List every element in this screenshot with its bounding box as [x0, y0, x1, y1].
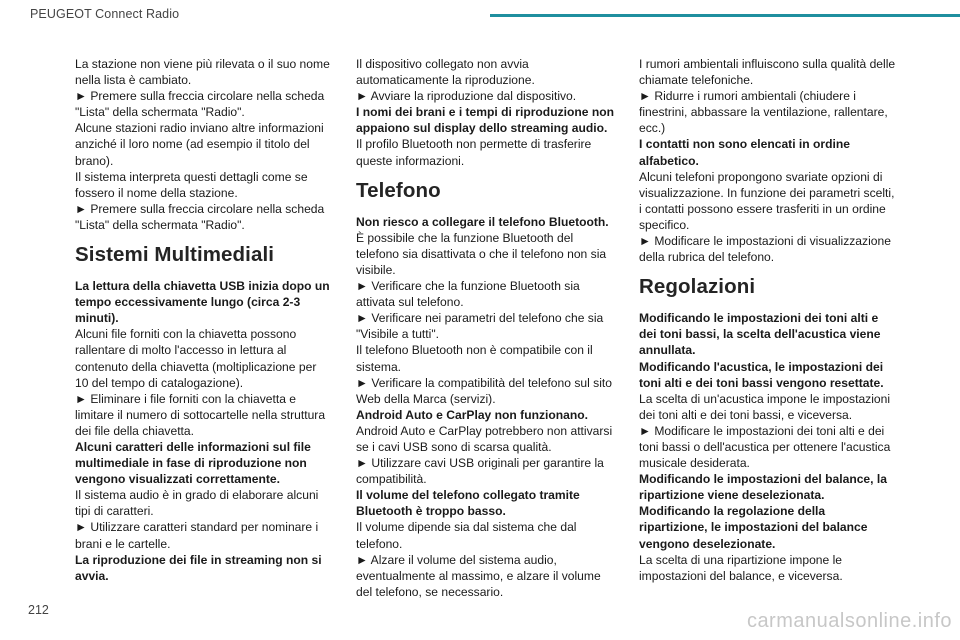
body-paragraph: ► Verificare la compatibilità del telefono sul sito Web della Marca (servizi).: [356, 375, 612, 406]
issue-statement: I nomi dei brani e i tempi di riproduzione non appaiono sul display dello streaming audio.: [356, 105, 615, 136]
running-head: PEUGEOT Connect Radio: [30, 7, 180, 21]
body-paragraph: I rumori ambientali influiscono sulla qualità delle chiamate telefoniche.: [639, 57, 896, 88]
issue-statement: Modificando la regolazione della ripartizione, le impostazioni del balance vengono deselezionate.: [639, 504, 868, 551]
body-paragraph: Il dispositivo collegato non avvia automaticamente la riproduzione.: [356, 57, 535, 88]
issue-statement: I contatti non sono elencati in ordine alfabetico.: [639, 137, 850, 168]
section-heading: Regolazioni: [639, 275, 756, 299]
issue-statement: Alcuni caratteri delle informazioni sul file multimediale in fase di riproduzione non vengono visualizzati correttamente.: [75, 439, 311, 487]
issue-statement: Il volume del telefono collegato tramite Bluetooth è troppo basso.: [356, 488, 580, 519]
body-paragraph: ► Verificare nei parametri del telefono che sia "Visibile a tutti".: [356, 311, 604, 342]
body-paragraph: Android Auto e CarPlay potrebbero non attivarsi se i cavi USB sono di scarsa qualità.: [356, 423, 613, 454]
issue-statement: La lettura della chiavetta USB inizia dopo un tempo eccessivamente lungo (circa 2-3 minuti).: [75, 279, 330, 326]
body-paragraph: Alcuni telefoni propongono svariate opzioni di visualizzazione. In funzione dei parametri scelti, i contatti possono essere trasferiti in un ordine specifico.: [639, 169, 895, 232]
body-paragraph: ► Ridurre i rumori ambientali (chiudere i finestrini, abbassare la ventilazione, rallentare, ecc.): [639, 89, 888, 136]
body-paragraph: Il sistema audio è in grado di elaborare alcuni tipi di caratteri.: [75, 488, 319, 519]
body-paragraph: ► Avviare la riproduzione dal dispositivo.: [356, 89, 577, 104]
body-paragraph: ► Utilizzare caratteri standard per nominare i brani e le cartelle.: [75, 520, 319, 551]
header-accent-rule: [490, 14, 960, 17]
body-paragraph: La scelta di un'acustica impone le impostazioni dei toni alti e dei toni bassi, e viceversa.: [639, 391, 891, 422]
issue-statement: Modificando l'acustica, le impostazioni dei toni alti e dei toni bassi vengono resettate.: [639, 359, 884, 390]
body-paragraph: ► Utilizzare cavi USB originali per garantire la compatibilità.: [356, 456, 604, 487]
body-paragraph: È possibile che la funzione Bluetooth del telefono sia disattivata o che il telefono non sia visibile.: [356, 230, 607, 277]
issue-statement: Android Auto e CarPlay non funzionano.: [356, 407, 589, 422]
body-paragraph: ► Modificare le impostazioni dei toni alti e dei toni bassi o dell'acustica per ottenere l'acustica musicale desiderata.: [639, 423, 891, 471]
body-paragraph: ► Verificare che la funzione Bluetooth sia attivata sul telefono.: [356, 279, 580, 310]
text-column-1: [75, 56, 333, 584]
issue-statement: Modificando le impostazioni del balance, la ripartizione viene deselezionata.: [639, 472, 887, 503]
body-paragraph: Alcune stazioni radio inviano altre informazioni anziché il loro nome (ad esempio il titolo del brano).: [75, 121, 324, 168]
section-heading: Telefono: [356, 178, 441, 202]
body-paragraph: ► Eliminare i file forniti con la chiavetta e limitare il numero di sottocartelle nella struttura dei file della chiavetta.: [75, 391, 326, 438]
body-paragraph: ► Premere sulla freccia circolare nella scheda "Lista" della schermata "Radio".: [75, 89, 325, 120]
body-paragraph: Il profilo Bluetooth non permette di trasferire queste informazioni.: [356, 137, 592, 168]
issue-statement: Modificando le impostazioni dei toni alti e dei toni bassi, la scelta dell'acustica viene annullata.: [639, 311, 881, 358]
body-paragraph: ► Modificare le impostazioni di visualizzazione della rubrica del telefono.: [639, 234, 891, 265]
text-column-2: [356, 56, 614, 600]
body-paragraph: Alcuni file forniti con la chiavetta possono rallentare di molto l'accesso in lettura al contenuto della chiavetta (moltiplicazione per 10 del tempo di catalogazione).: [75, 327, 317, 390]
issue-statement: Non riesco a collegare il telefono Bluetooth.: [356, 214, 609, 229]
body-paragraph: Il volume dipende sia dal sistema che dal telefono.: [356, 520, 577, 551]
body-paragraph: Il sistema interpreta questi dettagli come se fossero il nome della stazione.: [75, 169, 308, 200]
section-heading: Sistemi Multimediali: [75, 243, 275, 267]
body-paragraph: Il telefono Bluetooth non è compatibile con il sistema.: [356, 343, 593, 374]
body-paragraph: ► Premere sulla freccia circolare nella scheda "Lista" della schermata "Radio".: [75, 201, 325, 232]
text-column-3: [639, 56, 897, 584]
watermark: carmanualsonline.info: [746, 610, 952, 632]
issue-statement: La riproduzione dei file in streaming non si avvia.: [75, 552, 322, 583]
page-number: 212: [28, 603, 49, 617]
body-paragraph: ► Alzare il volume del sistema audio, eventualmente al massimo, e alzare il volume del telefono, se necessario.: [356, 552, 601, 599]
body-paragraph: La stazione non viene più rilevata o il suo nome nella lista è cambiato.: [75, 57, 330, 88]
body-paragraph: La scelta di una ripartizione impone le impostazioni del balance, e viceversa.: [639, 552, 843, 583]
